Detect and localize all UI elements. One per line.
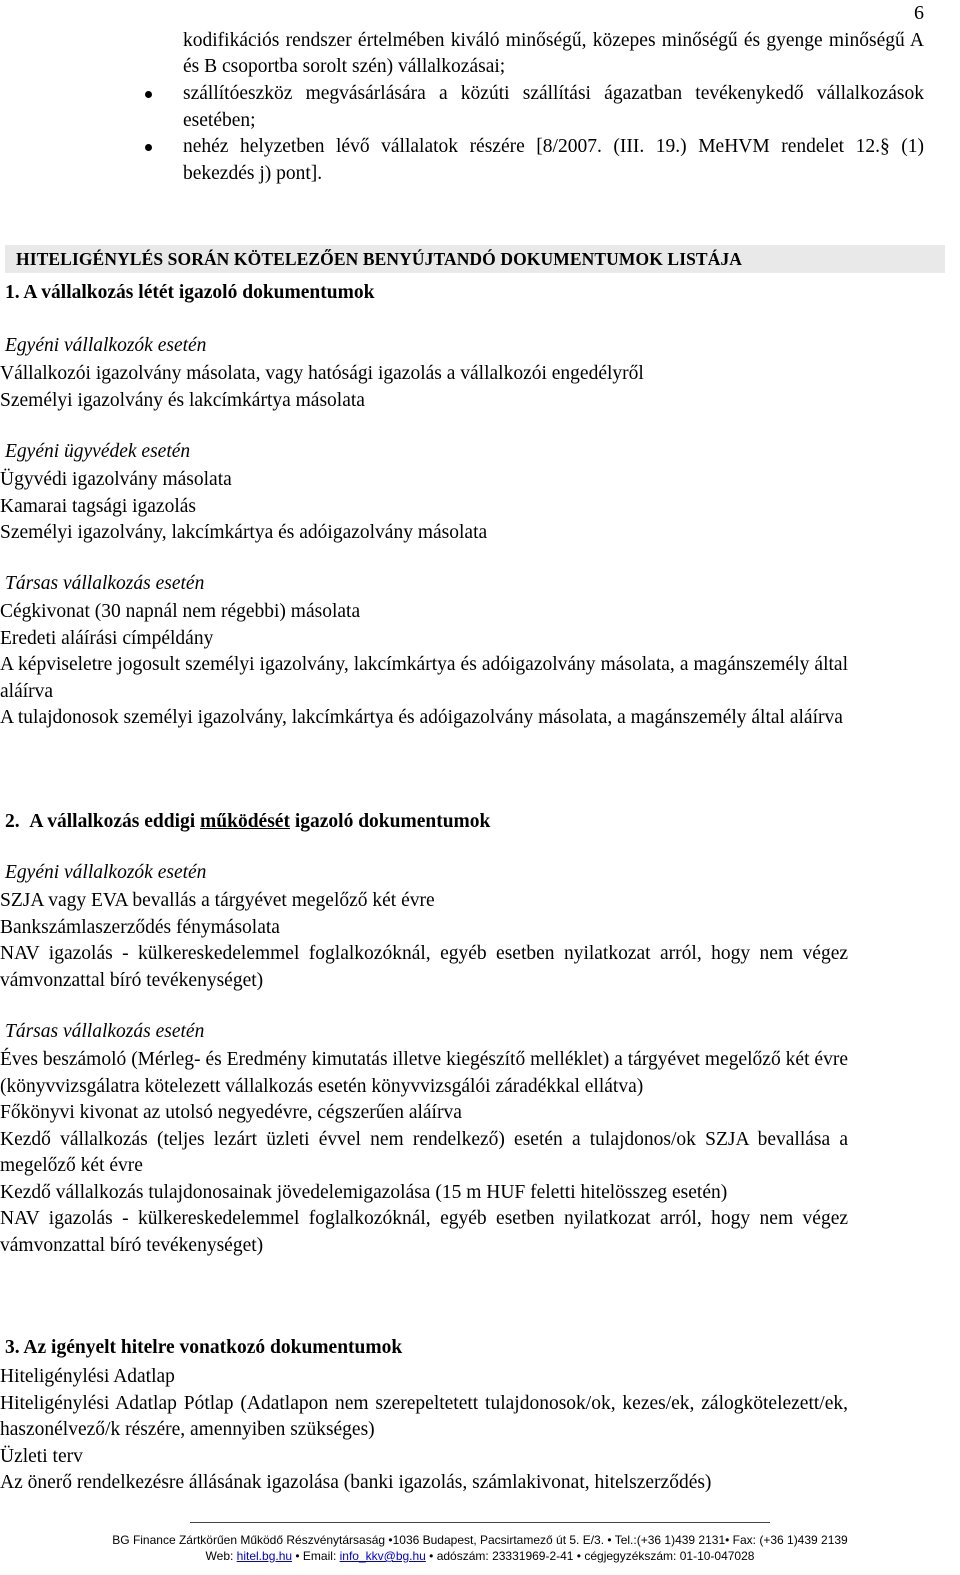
list-item: SZJA vagy EVA bevallás a tárgyévet megelőző két évre bbox=[0, 888, 848, 915]
group-list bbox=[0, 888, 848, 994]
group-list bbox=[0, 599, 848, 732]
section3-list bbox=[0, 1364, 848, 1497]
list-item: Bankszámlaszerződés fénymásolata bbox=[0, 915, 848, 942]
list-item: A képviseletre jogosult személyi igazolvány, lakcímkártya és adóigazolvány másolata, a magánszemély által aláírva bbox=[0, 652, 848, 705]
list-item: Hiteligénylési Adatlap bbox=[0, 1364, 848, 1391]
footer-email-link[interactable]: info_kkv@bg.hu bbox=[339, 1549, 426, 1563]
section3-heading: 3. Az igényelt hitelre vonatkozó dokumentumok bbox=[5, 1337, 403, 1358]
list-item: Főkönyvi kivonat az utolsó negyedévre, cégszerűen aláírva bbox=[0, 1100, 848, 1127]
list-item: Eredeti aláírási címpéldány bbox=[0, 626, 848, 653]
section1-heading: 1. A vállalkozás létét igazoló dokumentumok bbox=[5, 282, 375, 303]
list-item: NAV igazolás - külkereskedelemmel foglalkozóknál, egyéb esetben nyilatkozat arról, hogy nem végez vámvonzattal bíró tevékenységet) bbox=[0, 1206, 848, 1259]
group-list bbox=[0, 361, 848, 414]
list-item: Ügyvédi igazolvány másolata bbox=[0, 467, 848, 494]
list-item: Éves beszámoló (Mérleg- és Eredmény kimutatás illetve kiegészítő melléklet) a tárgyévet megelőző két évre (könyvvizsgálatra kötelezett vállalkozás esetén könyvvizsgálói záradékkal ellátva) bbox=[0, 1047, 848, 1100]
list-item: A tulajdonosok személyi igazolvány, lakcímkártya és adóigazolvány másolata, a magánszemély által aláírva bbox=[0, 705, 848, 732]
group-title: Társas vállalkozás esetén bbox=[5, 1021, 205, 1042]
footer-company-line: BG Finance Zártkörűen Működő Részvénytársaság •1036 Budapest, Pacsirtamező út 5. E/3. • Tel.:(+36 1)439 2131• Fax: (+36 1)439 2139 bbox=[112, 1533, 848, 1547]
page-number: 6 bbox=[914, 2, 924, 24]
group-title: Egyéni ügyvédek esetén bbox=[5, 441, 191, 462]
list-item: Vállalkozói igazolvány másolata, vagy hatósági igazolás a vállalkozói engedélyről bbox=[0, 361, 848, 388]
list-item: Cégkivonat (30 napnál nem régebbi) másolata bbox=[0, 599, 848, 626]
footer-divider bbox=[190, 1522, 770, 1523]
group-title: Társas vállalkozás esetén bbox=[5, 573, 205, 594]
group-title: Egyéni vállalkozók esetén bbox=[5, 335, 207, 356]
list-item: Kamarai tagsági igazolás bbox=[0, 494, 848, 521]
intro-continuation: kodifikációs rendszer értelmében kiváló minőségű, közepes minőségű és gyenge minőségű A és B csoportba sorolt szén) vállalkozásai; bbox=[183, 30, 924, 77]
section2-heading: 2. A vállalkozás eddigi működését igazoló dokumentumok bbox=[5, 811, 491, 832]
list-item: szállítóeszköz megvásárlására a közúti szállítási ágazatban tevékenykedő vállalkozások esetében; bbox=[183, 81, 924, 134]
footer-web-link[interactable]: hitel.bg.hu bbox=[236, 1549, 293, 1563]
list-item: Személyi igazolvány, lakcímkártya és adóigazolvány másolata bbox=[0, 520, 848, 547]
list-item: Hiteligénylési Adatlap Pótlap (Adatlapon nem szerepeltetett tulajdonosok/ok, kezes/ek, zálogkötelezett/ek, haszonélvező/k részére, amennyiben szükséges) bbox=[0, 1391, 848, 1444]
document-list-banner: HITELIGÉNYLÉS SORÁN KÖTELEZŐEN BENYÚJTANDÓ DOKUMENTUMOK LISTÁJA bbox=[5, 245, 945, 273]
list-item: Személyi igazolvány és lakcímkártya másolata bbox=[0, 388, 848, 415]
group-title: Egyéni vállalkozók esetén bbox=[5, 862, 207, 883]
footer-contact-line: Web: hitel.bg.hu • Email: info_kkv@bg.hu • adószám: 23331969-2-41 • cégjegyzékszám: 01-10-047028 bbox=[205, 1549, 755, 1563]
list-item: nehéz helyzetben lévő vállalatok részére [8/2007. (III. 19.) MeHVM rendelet 12.§ (1) bekezdés j) pont]. bbox=[183, 134, 924, 187]
intro-list bbox=[183, 81, 924, 187]
list-item: Üzleti terv bbox=[0, 1444, 848, 1471]
group-list bbox=[0, 467, 848, 547]
list-item: Kezdő vállalkozás (teljes lezárt üzleti évvel nem rendelkező) esetén a tulajdonos/ok SZJA bevallása a megelőző két évre bbox=[0, 1127, 848, 1180]
list-item: NAV igazolás - külkereskedelemmel foglalkozóknál, egyéb esetben nyilatkozat arról, hogy nem végez vámvonzattal bíró tevékenységet) bbox=[0, 941, 848, 994]
group-list bbox=[0, 1047, 848, 1259]
list-item: Kezdő vállalkozás tulajdonosainak jövedelemigazolása (15 m HUF feletti hitelösszeg esetén) bbox=[0, 1180, 848, 1207]
list-item: Az önerő rendelkezésre állásának igazolása (banki igazolás, számlakivonat, hitelszerződés) bbox=[0, 1470, 848, 1497]
